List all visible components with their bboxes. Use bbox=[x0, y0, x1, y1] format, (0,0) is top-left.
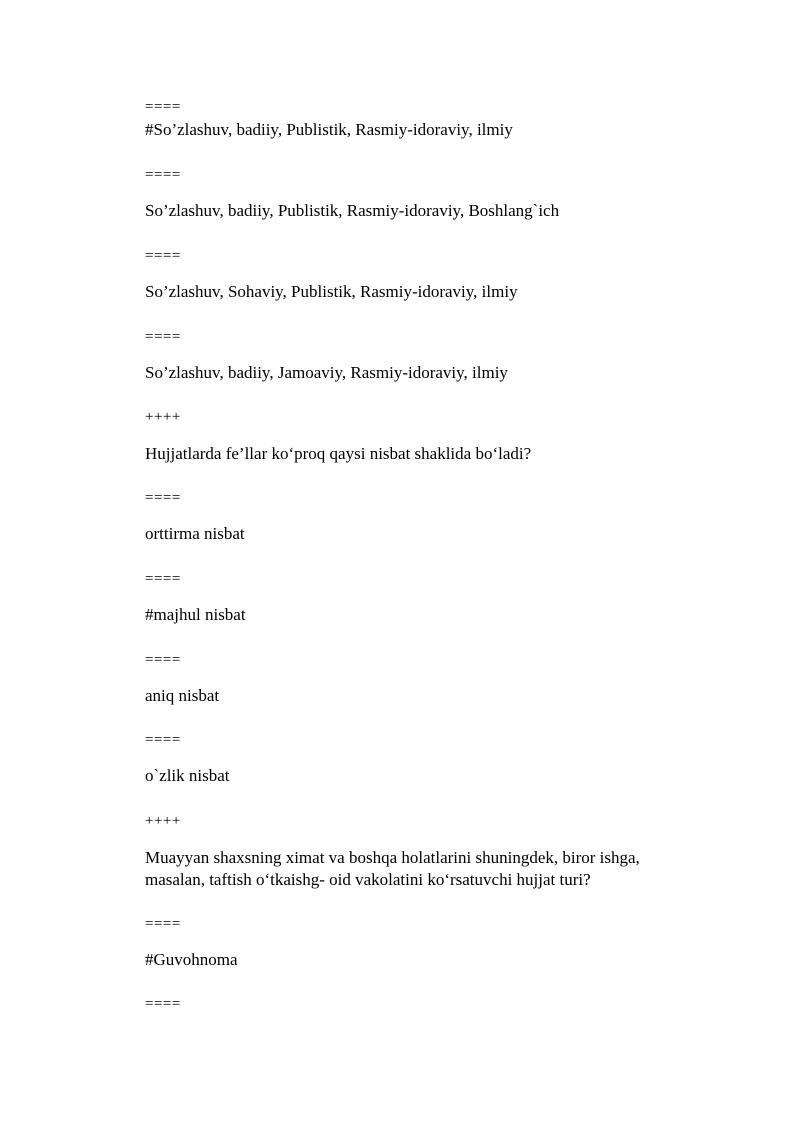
answer-correct: #majhul nisbat bbox=[145, 605, 246, 624]
separator: ==== bbox=[145, 571, 181, 587]
answer-correct: #So’zlashuv, badiiy, Publistik, Rasmiy-idoraviy, ilmiy bbox=[145, 120, 513, 139]
separator: ==== bbox=[145, 996, 181, 1012]
separator: ==== bbox=[145, 248, 181, 264]
separator: ==== bbox=[145, 652, 181, 668]
separator: ==== bbox=[145, 99, 181, 115]
answer-option: aniq nisbat bbox=[145, 686, 220, 705]
separator: ==== bbox=[145, 167, 181, 183]
answer-option: o`zlik nisbat bbox=[145, 766, 230, 785]
answer-correct: #Guvohnoma bbox=[145, 950, 238, 969]
answer-option: orttirma nisbat bbox=[145, 524, 245, 543]
separator: ==== bbox=[145, 329, 181, 345]
question-text: Muayyan shaxsning ximat va boshqa holatlarini shuningdek, biror ishga, masalan, taftish o‘tkaishg- oid vakolatini ko‘rsatuvchi hujjat turi? bbox=[145, 848, 640, 889]
answer-option: So’zlashuv, badiiy, Publistik, Rasmiy-idoraviy, Boshlang`ich bbox=[145, 201, 560, 220]
answer-option: So’zlashuv, badiiy, Jamoaviy, Rasmiy-idoraviy, ilmiy bbox=[145, 363, 508, 382]
separator: ==== bbox=[145, 490, 181, 506]
separator: ==== bbox=[145, 732, 181, 748]
answer-option: So’zlashuv, Sohaviy, Publistik, Rasmiy-idoraviy, ilmiy bbox=[145, 282, 518, 301]
question-marker: ++++ bbox=[145, 409, 181, 425]
separator: ==== bbox=[145, 916, 181, 932]
question-marker: ++++ bbox=[145, 813, 181, 829]
question-text: Hujjatlarda fe’llar ko‘proq qaysi nisbat shaklida bo‘ladi? bbox=[145, 444, 532, 463]
